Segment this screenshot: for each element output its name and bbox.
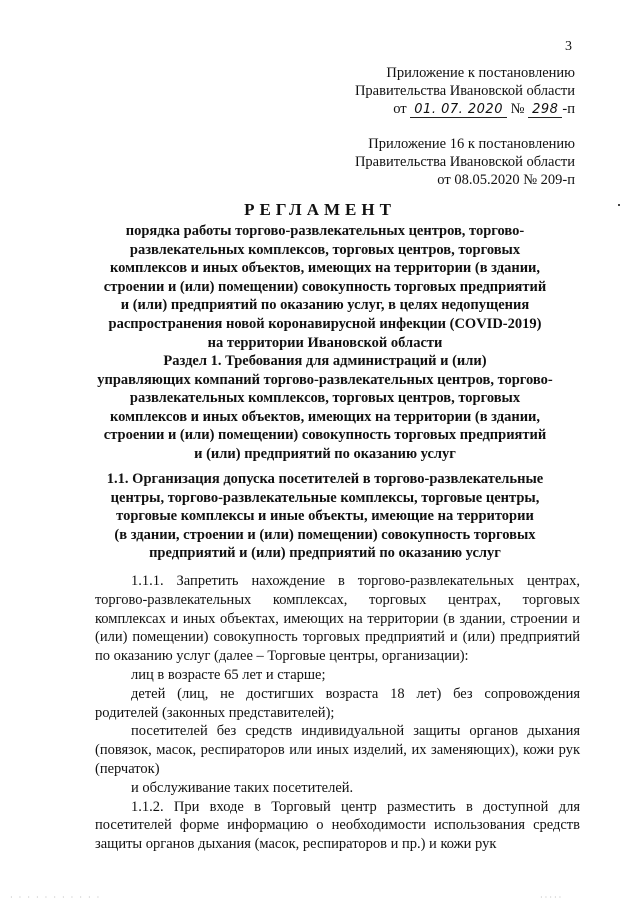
paragraph: лиц в возрасте 65 лет и старше; <box>131 666 326 683</box>
subsection-line: (в здании, строении и (или) помещении) совокупность торговых <box>114 526 536 543</box>
appendix-date-line <box>300 100 575 119</box>
paragraph: 1.1.2. При входе в Торговый центр разместить в доступной для посетителей форме информацию о необходимости использования средств защиты органов дыхания (масок, респираторов и пр.) и кожи рук <box>95 798 580 853</box>
subsection-line: торговые комплексы и иные объекты, имеющие на территории <box>116 508 534 525</box>
section-heading <box>80 352 570 464</box>
page-number: 3 <box>565 39 572 54</box>
paragraph: посетителей без средств индивидуальной защиты органов дыхания (повязок, масок, респираторов или иных изделий, их заменяющих), кожи рук (перчаток) <box>95 723 580 777</box>
section-line: Раздел 1. Требования для администраций и (или) <box>163 353 487 369</box>
appendix-original <box>300 135 575 189</box>
scan-artifact: · · · · · · · · · · · <box>10 893 102 902</box>
document-subtitle <box>80 222 570 352</box>
document-title: РЕГЛАМЕНТ <box>244 200 396 219</box>
section-line: развлекательных комплексов, торговых центров, торговых <box>129 390 521 407</box>
paragraph: детей (лиц, не достигших возраста 18 лет) без сопровождения родителей (законных представителей); <box>95 685 580 721</box>
date-prefix: от <box>393 101 407 117</box>
subtitle-line: развлекательных комплексов, торговых центров, торговых <box>129 241 521 258</box>
appendix-line: Правительства Ивановской области <box>354 83 575 99</box>
handwritten-date: 01. 07. 2020 <box>410 102 507 118</box>
subtitle-line: и (или) предприятий по оказанию услуг, в целях недопущения <box>120 297 530 314</box>
subtitle-line: порядка работы торгово-развлекательных центров, торгово- <box>125 223 525 239</box>
subtitle-line: строении и (или) помещении) совокупность торговых предприятий <box>103 278 547 295</box>
subtitle-line: на территории Ивановской области <box>207 334 443 351</box>
handwritten-number: 298 <box>528 102 562 118</box>
paragraph: и обслуживание таких посетителей. <box>131 779 354 796</box>
number-suffix: -п <box>562 101 575 117</box>
subtitle-line: комплексов и иных объектов, имеющих на территории (в здании, <box>109 260 541 277</box>
scan-artifact: · · · · · <box>540 893 562 902</box>
number-sign: № <box>510 101 525 117</box>
paragraph: 1.1.1. Запретить нахождение в торгово-развлекательных центрах, торгово-развлекательных комплексах, торговых центрах, торговых комплексах и иных объектах, имеющих на территории (в здании, строении и (или) помещении) совокупность торговых предприятий и (или) предприятий по оказанию услуг (далее – Торговые центры, организации): <box>95 573 580 665</box>
section-line: строении и (или) помещении) совокупность торговых предприятий <box>103 427 547 444</box>
appendix-line: Приложение 16 к постановлению <box>368 136 575 152</box>
appendix-current <box>300 64 575 119</box>
subsection-heading <box>80 470 570 563</box>
body-text <box>95 572 580 854</box>
section-line: комплексов и иных объектов, имеющих на территории (в здании, <box>109 408 541 425</box>
subsection-line: центры, торгово-развлекательные комплексы, торговые центры, <box>110 489 540 506</box>
appendix-line: от 08.05.2020 № 209-п <box>437 172 575 188</box>
appendix-line: Правительства Ивановской области <box>354 154 575 170</box>
section-line: и (или) предприятий по оказанию услуг <box>194 445 456 462</box>
section-line: управляющих компаний торгово-развлекательных центров, торгово- <box>97 371 553 388</box>
appendix-line: Приложение к постановлению <box>386 65 575 81</box>
subsection-line: предприятий и (или) предприятий по оказанию услуг <box>149 545 501 562</box>
subsection-line: 1.1. Организация допуска посетителей в торгово-развлекательные <box>106 471 544 487</box>
subtitle-line: распространения новой коронавирусной инфекции (COVID-2019) <box>108 315 542 332</box>
